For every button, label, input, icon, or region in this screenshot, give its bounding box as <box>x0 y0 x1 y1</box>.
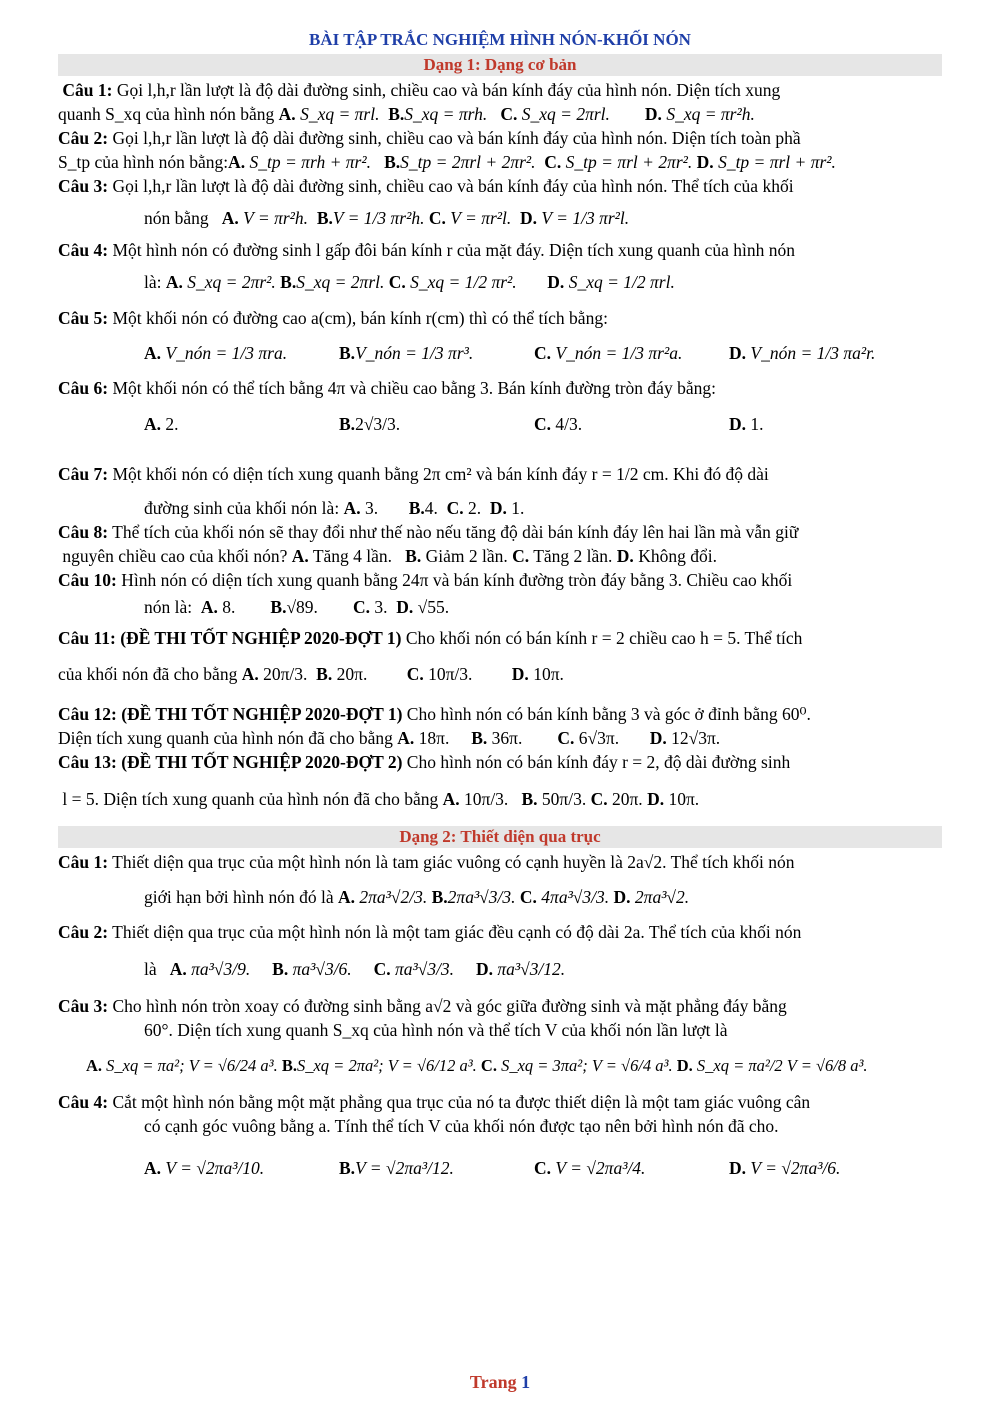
answer-b: 20π. <box>336 664 368 684</box>
answer-c: S_tp = πrl + 2πr². <box>565 152 693 172</box>
question-text-cont: nguyên chiều cao của khối nón? <box>62 546 288 566</box>
answer-b: πa³√3/6. <box>292 959 352 979</box>
question-text-cont: S_tp của hình nón bằng: <box>58 152 229 172</box>
question-4 <box>58 238 942 262</box>
question-7-answers: đường sinh của khối nón là: A. 3. B.4. C. 2. D. 1. <box>144 498 525 518</box>
question-5-answers: A. V_nón = 1/3 πra. B.V_nón = 1/3 πr³. C. V_nón = 1/3 πr²a. D. V_nón = 1/3 πa²r. <box>144 343 876 363</box>
question-text-cont: có cạnh góc vuông bằng a. Tính thể tích V của khối nón được tạo nên bởi hình nón đã cho. <box>144 1116 779 1136</box>
answer-d: 10π. <box>533 664 564 684</box>
answer-a: 8. <box>222 597 236 617</box>
answer-c: V = πr²l. <box>450 208 512 228</box>
answer-d: Không đổi. <box>638 546 717 566</box>
section-heading-2: Dạng 2: Thiết diện qua trục <box>58 826 942 848</box>
answer-d: √55. <box>417 597 450 617</box>
question-13-answers: l = 5. Diện tích xung quanh của hình nón đã cho bằng A. 10π/3. B. 50π/3. C. 20π. D. 10π. <box>62 789 700 809</box>
question-source: (ĐỀ THI TỐT NGHIỆP 2020-ĐỢT 2) <box>121 752 403 772</box>
question-text: Cho hình nón có bán kính bằng 3 và góc ở đỉnh bằng 60⁰. <box>406 704 811 724</box>
question-label: Câu 6: <box>58 378 109 398</box>
question-text-cont: 60°. Diện tích xung quanh S_xq của hình nón và thể tích V của khối nón lần lượt là <box>144 1020 728 1040</box>
answer-c: 20π. <box>611 789 643 809</box>
answer-a: 3. <box>364 498 379 518</box>
question-label: Câu 10: <box>58 570 117 590</box>
section2-question-2-answers: là A. πa³√3/9. B. πa³√3/6. C. πa³√3/3. D. πa³√3/12. <box>144 959 566 979</box>
answer-c: 10π/3. <box>428 664 473 684</box>
page-footer <box>0 1372 1000 1393</box>
question-1: Câu 1: Gọi l,h,r lần lượt là độ dài đường sinh, chiều cao và bán kính đáy của hình nón. Diện tích xung quanh S_xq của hình nón bằng A. S_xq = πrl. B.S_xq = πrh. C. S_xq = 2πrl. D. S_xq = πr²h. <box>58 80 781 124</box>
answer-a: 2πa³√2/3. <box>359 887 428 907</box>
section2-question-3 <box>58 994 942 1018</box>
question-text: Một khối nón có đường cao a(cm), bán kính r(cm) thì có thể tích bằng: <box>112 308 608 328</box>
question-text: Cho hình nón có bán kính đáy r = 2, độ dài đường sinh <box>406 752 791 772</box>
answer-c: V_nón = 1/3 πr²a. <box>555 343 683 363</box>
answer-d: V = √2πa³/6. <box>750 1158 841 1178</box>
question-11-answers: của khối nón đã cho bằng A. 20π/3. B. 20π. C. 10π/3. D. 10π. <box>58 664 564 684</box>
answer-b: 36π. <box>491 728 523 748</box>
answer-a: S_xq = πa²; V = √6/24 a³. <box>106 1056 278 1075</box>
question-label: Câu 4: <box>58 1092 109 1112</box>
question-label: Câu 3: <box>58 996 109 1016</box>
answer-b: 50π/3. <box>541 789 587 809</box>
question-text-cont: là: <box>144 272 162 292</box>
answer-d: S_xq = πr²h. <box>666 104 755 124</box>
question-label: Câu 11: <box>58 628 116 648</box>
question-10 <box>58 568 942 592</box>
page-word: Trang <box>469 1372 517 1392</box>
answer-b: V = 1/3 πr²h. <box>332 208 425 228</box>
answer-c: 6√3π. <box>578 728 620 748</box>
answer-b: 4. <box>424 498 438 518</box>
section2-question-4 <box>58 1090 942 1114</box>
answer-c: S_xq = 3πa²; V = √6/4 a³. <box>501 1056 673 1075</box>
page-title: BÀI TẬP TRẮC NGHIỆM HÌNH NÓN-KHỐI NÓN <box>309 30 691 49</box>
answer-d: V_nón = 1/3 πa²r. <box>750 343 876 363</box>
question-text-cont: giới hạn bởi hình nón đó là <box>144 887 334 907</box>
section2-question-1 <box>58 850 942 874</box>
section2-question-2 <box>58 920 942 944</box>
question-label: Câu 1: <box>58 852 109 872</box>
question-8: Câu 8: Thể tích của khối nón sẽ thay đổi như thế nào nếu tăng độ dài bán kính đáy lên hai lần mà vẫn giữ nguyên chiều cao của khối nón? A. Tăng 4 lần. B. Giảm 2 lần. C. Tăng 2 lần. D. Không đổi. <box>58 522 799 566</box>
question-text: Cho khối nón có bán kính r = 2 chiều cao h = 5. Thể tích <box>405 628 803 648</box>
answer-a: S_tp = πrh + πr². <box>249 152 371 172</box>
question-text: Gọi l,h,r lần lượt là độ dài đường sinh, chiều cao và bán kính đáy của hình nón. Diện tích toàn phầ <box>112 128 801 148</box>
question-13 <box>58 750 942 774</box>
question-text: Thể tích của khối nón sẽ thay đổi như thế nào nếu tăng độ dài bán kính đáy lên hai lần mà vẫn giữ <box>112 522 799 542</box>
question-label: Câu 2: <box>58 128 109 148</box>
answer-a: 10π/3. <box>463 789 509 809</box>
answer-d: πa³√3/12. <box>497 959 566 979</box>
answer-d: 1. <box>511 498 525 518</box>
answer-d: 10π. <box>668 789 700 809</box>
document-page <box>58 28 942 1198</box>
answer-b: V = √2πa³/12. <box>355 1158 454 1178</box>
section2-question-4-answers: A. V = √2πa³/10. B.V = √2πa³/12. C. V = √2πa³/4. D. V = √2πa³/6. <box>144 1158 841 1178</box>
question-text-cont: nón là: <box>144 597 193 617</box>
question-text-cont: nón bằng <box>144 208 209 228</box>
section2-question-3-cont <box>58 1018 942 1042</box>
answer-c: S_xq = 1/2 πr². <box>410 272 517 292</box>
question-6 <box>58 376 942 400</box>
question-text-cont: Diện tích xung quanh của hình nón đã cho bằng <box>58 728 393 748</box>
answer-d: S_xq = 1/2 πrl. <box>568 272 675 292</box>
answer-a: V_nón = 1/3 πra. <box>165 343 288 363</box>
answer-b: Giảm 2 lần. <box>425 546 508 566</box>
answer-c: 2. <box>468 498 482 518</box>
section-heading-1: Dạng 1: Dạng cơ bản <box>58 54 942 76</box>
answer-c: V = √2πa³/4. <box>555 1158 646 1178</box>
question-label: Câu 3: <box>58 176 109 196</box>
answer-b: √89. <box>286 597 318 617</box>
section2-question-1-answers: giới hạn bởi hình nón đó là A. 2πa³√2/3. B.2πa³√3/3. C. 4πa³√3/3. D. 2πa³√2. <box>144 887 690 907</box>
answer-b: 2πa³√3/3. <box>447 887 516 907</box>
page-number: 1 <box>521 1372 531 1392</box>
question-text-cont: là <box>144 959 157 979</box>
answer-b: 2√3/3. <box>355 414 401 434</box>
question-12: Câu 12: (ĐỀ THI TỐT NGHIỆP 2020-ĐỢT 1) Cho hình nón có bán kính bằng 3 và góc ở đỉnh bằng 60⁰. Diện tích xung quanh của hình nón đã cho bằng A. 18π. B. 36π. C. 6√3π. D. 12√3π. <box>58 704 811 748</box>
question-text: Cho hình nón tròn xoay có đường sinh bằng a√2 và góc giữa đường sinh và mặt phẳng đáy bằng <box>112 996 787 1016</box>
answer-a: 2. <box>165 414 179 434</box>
question-text: Thiết diện qua trục của một hình nón là một tam giác đều cạnh có độ dài 2a. Thể tích của khối nón <box>112 922 802 942</box>
answer-d: S_tp = πrl + πr². <box>718 152 836 172</box>
question-text: Thiết diện qua trục của một hình nón là tam giác vuông có cạnh huyền là 2a√2. Thể tích khối nón <box>112 852 795 872</box>
question-5 <box>58 306 942 330</box>
question-label: Câu 1: <box>62 80 113 100</box>
answer-c: 4/3. <box>555 414 583 434</box>
question-text-cont: l = 5. Diện tích xung quanh của hình nón đã cho bằng <box>62 789 439 809</box>
answer-a: πa³√3/9. <box>191 959 251 979</box>
answer-a: Tăng 4 lần. <box>312 546 393 566</box>
answer-c: 3. <box>374 597 388 617</box>
question-text: Gọi l,h,r lần lượt là độ dài đường sinh, chiều cao và bán kính đáy của hình nón. Diện tích xung <box>116 80 781 100</box>
answer-d: 2πa³√2. <box>634 887 690 907</box>
answer-c: S_xq = 2πrl. <box>521 104 610 124</box>
answer-c: 4πa³√3/3. <box>541 887 610 907</box>
question-label: Câu 5: <box>58 308 109 328</box>
answer-b: S_xq = πrh. <box>404 104 488 124</box>
answer-b: S_tp = 2πrl + 2πr². <box>400 152 536 172</box>
answer-d: 12√3π. <box>671 728 721 748</box>
answer-c: πa³√3/3. <box>394 959 455 979</box>
question-7 <box>58 452 942 496</box>
answer-b: S_xq = 2πa²; V = √6/12 a³. <box>296 1056 477 1075</box>
answer-b: S_xq = 2πrl. <box>296 272 385 292</box>
question-source: (ĐỀ THI TỐT NGHIỆP 2020-ĐỢT 1) <box>121 704 403 724</box>
question-text-cont: của khối nón đã cho bằng <box>58 664 238 684</box>
answer-a: V = √2πa³/10. <box>165 1158 265 1178</box>
answer-a: V = πr²h. <box>243 208 309 228</box>
question-2: Câu 2: Gọi l,h,r lần lượt là độ dài đường sinh, chiều cao và bán kính đáy của hình nón. Diện tích toàn phầ S_tp của hình nón bằng:A. S_tp = πrh + πr². B.S_tp = 2πrl + 2πr². C. S_tp = πrl + 2πr². D. S_tp = πrl + πr². <box>58 128 836 172</box>
question-label: Câu 13: <box>58 752 117 772</box>
question-source: (ĐỀ THI TỐT NGHIỆP 2020-ĐỢT 1) <box>120 628 402 648</box>
question-text-cont: quanh S_xq của hình nón bằng <box>58 104 275 124</box>
answer-d: 1. <box>750 414 764 434</box>
section2-question-3-answers: A. S_xq = πa²; V = √6/24 a³. B.S_xq = 2πa²; V = √6/12 a³. C. S_xq = 3πa²; V = √6/4 a³. D. S_xq = πa²/2 V = √6/8 a³. <box>86 1056 868 1075</box>
answer-a: 18π. <box>418 728 450 748</box>
question-3-answers: nón bằng A. V = πr²h. B.V = 1/3 πr²h. C. V = πr²l. D. V = 1/3 πr²l. <box>144 208 630 228</box>
answer-d: V = 1/3 πr²l. <box>541 208 630 228</box>
answer-b: V_nón = 1/3 πr³. <box>355 343 474 363</box>
answer-d: S_xq = πa²/2 V = √6/8 a³. <box>696 1056 868 1075</box>
question-text: Một khối nón có thể tích bằng 4π và chiều cao bằng 3. Bán kính đường tròn đáy bằng: <box>112 378 716 398</box>
answer-a: S_xq = 2πr². <box>187 272 276 292</box>
question-text-cont: đường sinh của khối nón là: <box>144 498 340 518</box>
question-11 <box>58 626 942 650</box>
answer-a: 20π/3. <box>263 664 308 684</box>
answer-a: S_xq = πrl. <box>300 104 380 124</box>
question-label: Câu 2: <box>58 922 109 942</box>
question-label: Câu 8: <box>58 522 109 542</box>
question-text: Hình nón có diện tích xung quanh bằng 24π và bán kính đường tròn đáy bằng 3. Chiều cao khối <box>121 570 793 590</box>
question-6-answers: A. 2. B.2√3/3. C. 4/3. D. 1. <box>144 414 764 434</box>
question-text: Cắt một hình nón bằng một mặt phẳng qua trục của nó ta được thiết diện là một tam giác vuông cân <box>112 1092 811 1112</box>
section2-question-4-cont <box>58 1114 942 1138</box>
answer-c: Tăng 2 lần. <box>533 546 613 566</box>
question-text: Một hình nón có đường sinh l gấp đôi bán kính r của mặt đáy. Diện tích xung quanh của hình nón <box>112 240 795 260</box>
question-10-answers: nón là: A. 8. B.√89. C. 3. D. √55. <box>144 597 450 617</box>
question-label: Câu 12: <box>58 704 117 724</box>
question-4-answers: là: A. S_xq = 2πr². B.S_xq = 2πrl. C. S_xq = 1/2 πr². D. S_xq = 1/2 πrl. <box>144 272 675 292</box>
question-label: Câu 4: <box>58 240 109 260</box>
question-label: Câu 7: <box>58 464 109 484</box>
question-3 <box>58 174 942 198</box>
question-text: Một khối nón có diện tích xung quanh bằng 2π cm² và bán kính đáy r = 1/2 cm. Khi đó độ dài <box>112 464 769 484</box>
question-text: Gọi l,h,r lần lượt là độ dài đường sinh, chiều cao và bán kính đáy của hình nón. Thể tích của khối <box>112 176 794 196</box>
